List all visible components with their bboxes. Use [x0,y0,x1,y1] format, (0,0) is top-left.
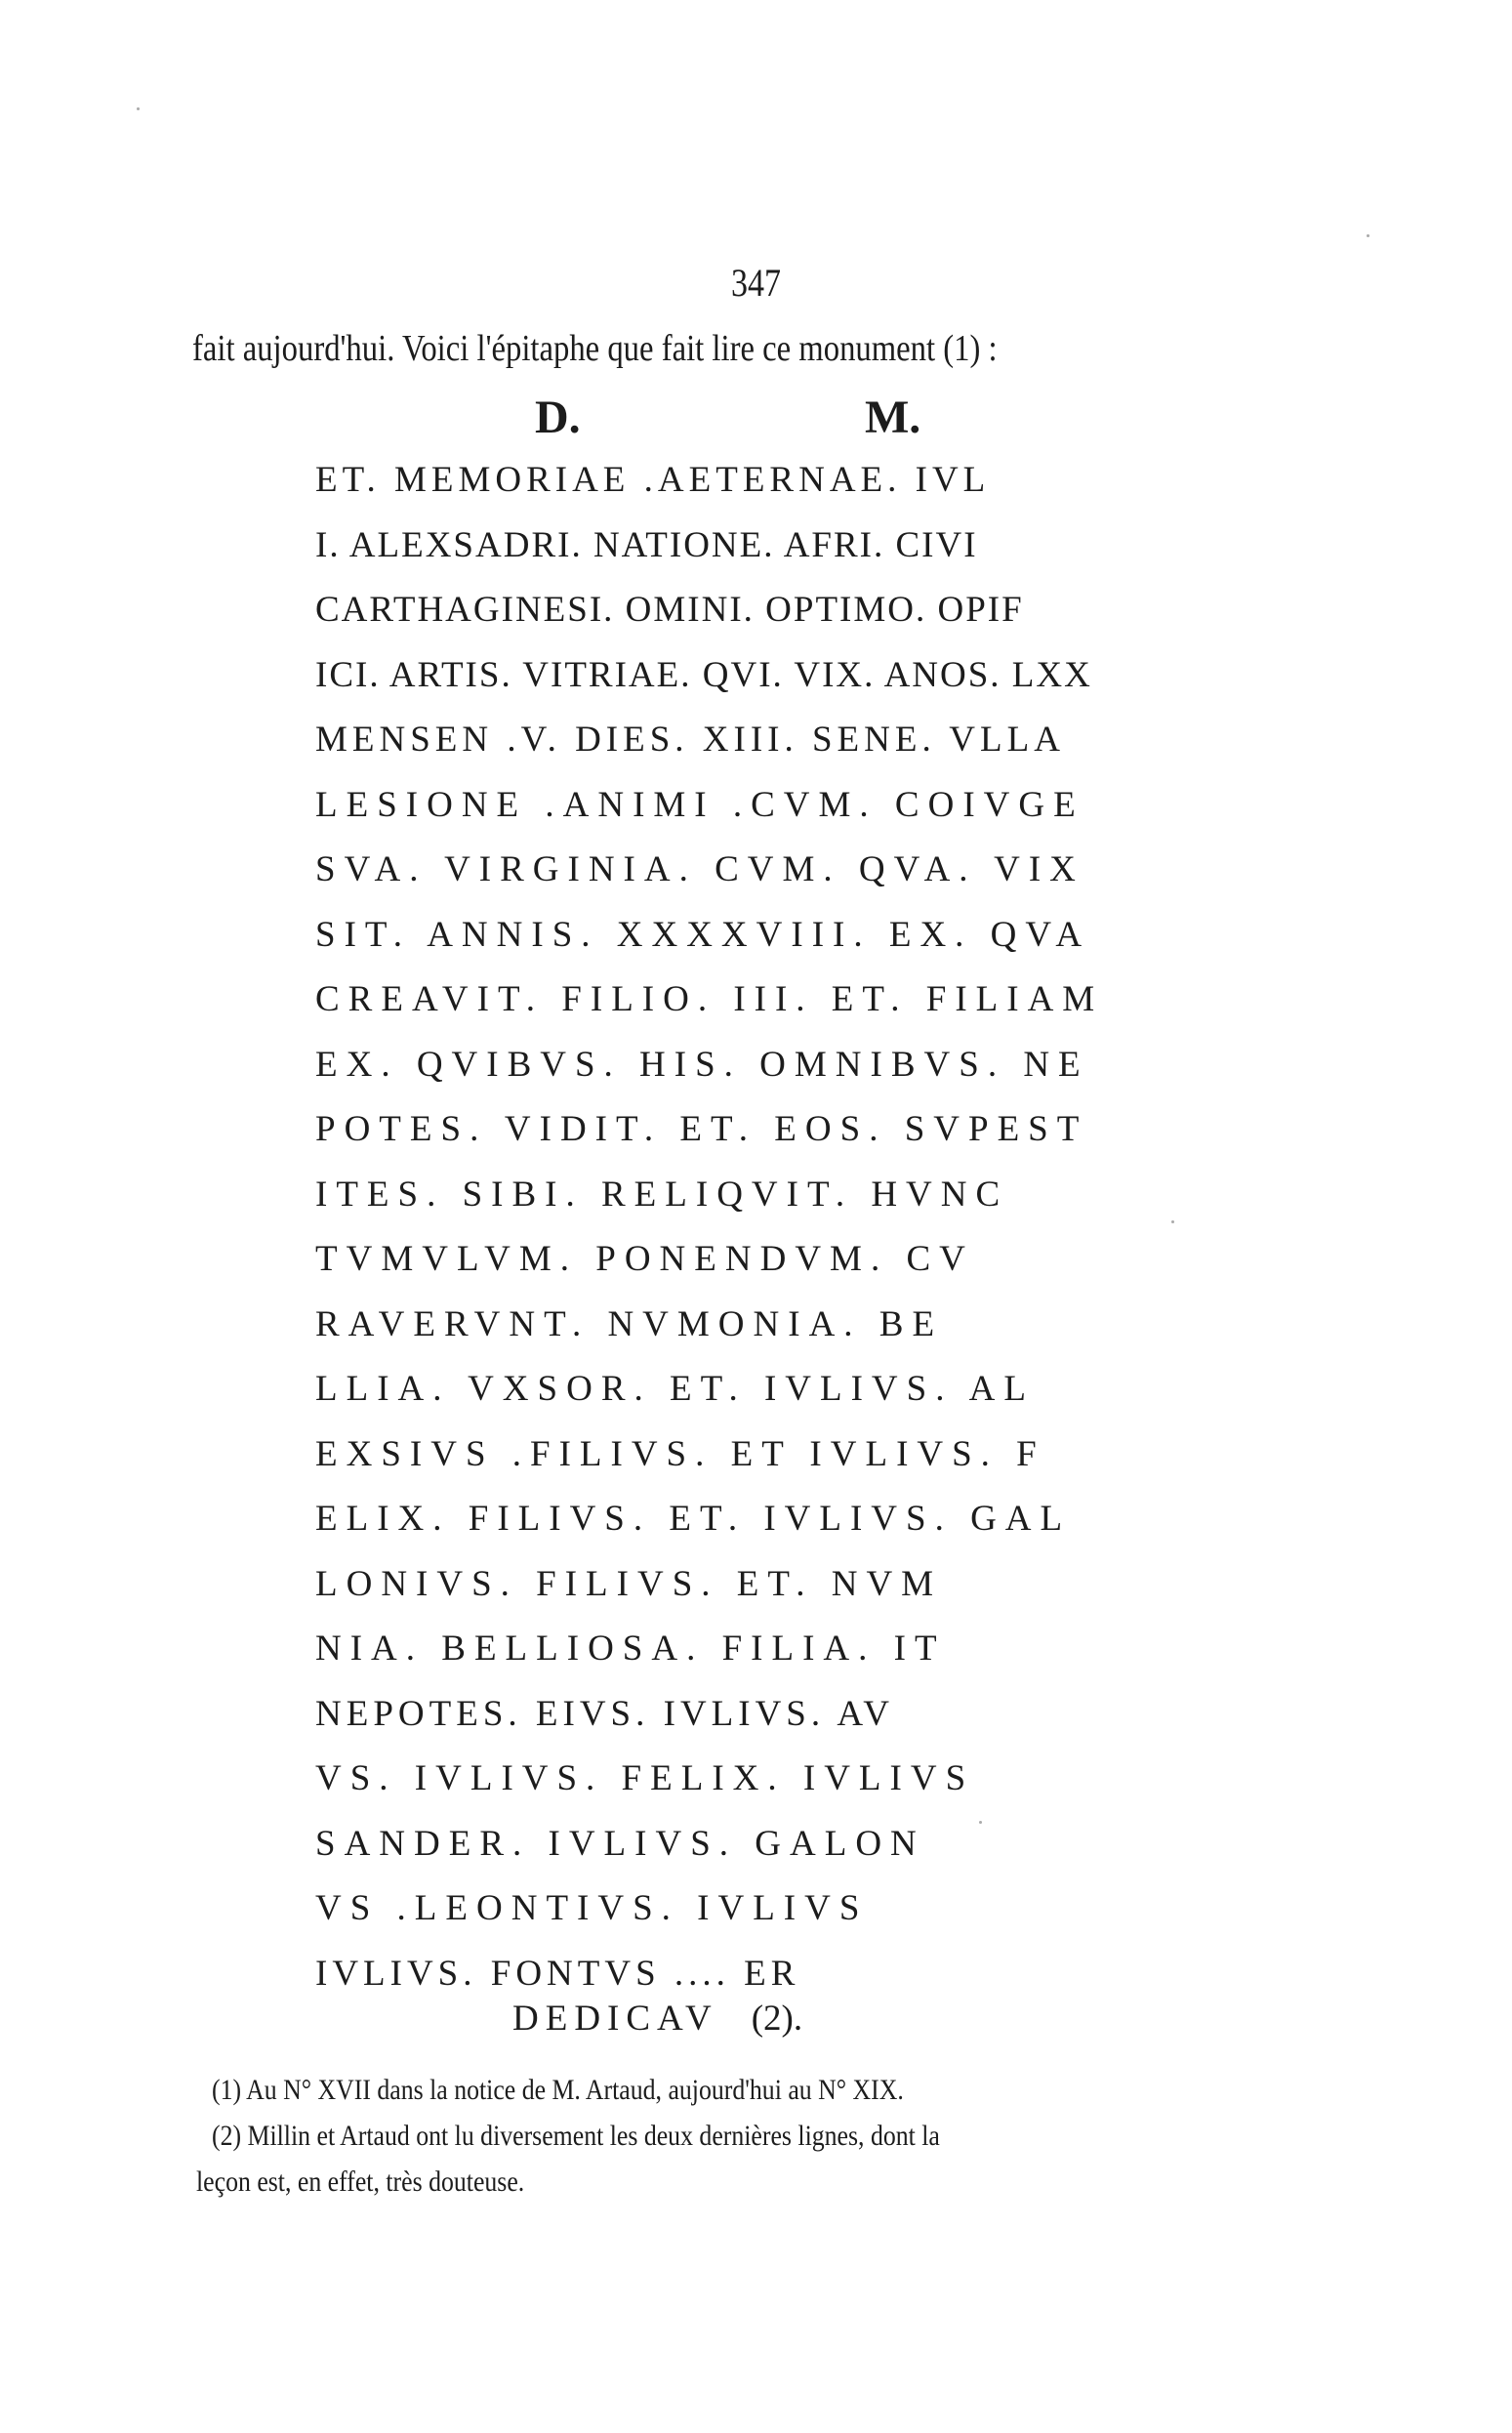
footnote-1: (1) Au N° XVII dans la notice de M. Artaud, aujourd'hui au N° XIX. [212,2074,904,2106]
inscription-line: LLIA. VXSOR. ET. IVLIVS. AL [315,1369,1035,1409]
intro-text: fait aujourd'hui. Voici l'épitaphe que fait lire ce monument (1) : [192,328,998,369]
inscription-line: MENSEN .V. DIES. XIII. SENE. VLLA [315,720,1065,760]
inscription-line: POTES. VIDIT. ET. EOS. SVPEST [315,1109,1088,1149]
footnotes [196,2067,1300,2205]
paper-speck [137,107,140,110]
paper-speck [979,1821,982,1824]
inscription [315,451,1157,2009]
dedication-line [512,1990,802,2048]
inscription-line: ICI. ARTIS. VITRIAE. QVI. VIX. ANOS. LXX [315,654,1092,695]
paper-speck [1171,1220,1174,1223]
inscription-line: RAVERVNT. NVMONIA. BE [315,1303,944,1344]
dedication-text: DEDICAV [512,1999,718,2039]
inscription-line: I. ALEXSADRI. NATIONE. AFRI. CIVI [315,524,978,565]
page-number: 347 [731,261,781,305]
inscription-line: VS. IVLIVS. FELIX. IVLIVS [315,1758,975,1798]
inscription-line: EX. QVIBVS. HIS. OMNIBVS. NE [315,1044,1089,1085]
inscription-line: NIA. BELLIOSA. FILIA. IT [315,1629,946,1669]
inscription-line: VS .LEONTIVS. IVLIVS [315,1888,869,1928]
dis-manibus-d: D. [535,392,581,443]
inscription-line: SVA. VIRGINIA. CVM. QVA. VIX [315,849,1084,889]
inscription-line: NEPOTES. EIVS. IVLIVS. AV [315,1693,895,1734]
inscription-line: IVLIVS. FONTVS .... ER [315,1953,800,1994]
inscription-line: CARTHAGINESI. OMINI. OPTIMO. OPIF [315,590,1024,630]
inscription-line: SANDER. IVLIVS. GALON [315,1823,925,1864]
inscription-line: CREAVIT. FILIO. III. ET. FILIAM [315,979,1104,1019]
footnote-2-continuation: leçon est, en effet, très douteuse. [196,2165,525,2198]
inscription-line: SIT. ANNIS. XXXXVIII. EX. QVA [315,914,1091,955]
inscription-line: TVMVLVM. PONENDVM. CV [315,1239,974,1279]
inscription-line: ET. MEMORIAE .AETERNAE. IVL [315,460,991,500]
footnote-2: (2) Millin et Artaud ont lu diversement les deux dernières lignes, dont la [212,2120,940,2152]
inscription-line: LONIVS. FILIVS. ET. NVM [315,1563,943,1604]
paper-speck [1367,234,1369,237]
footnote-ref: (2). [751,1999,803,2039]
inscription-line: LESIONE .ANIMI .CVM. COIVGE [315,784,1084,825]
inscription-line: ITES. SIBI. RELIQVIT. HVNC [315,1174,1009,1215]
inscription-line: EXSIVS .FILIVS. ET IVLIVS. F [315,1433,1045,1474]
dis-manibus-m: M. [865,392,921,443]
inscription-line: ELIX. FILIVS. ET. IVLIVS. GAL [315,1499,1072,1539]
